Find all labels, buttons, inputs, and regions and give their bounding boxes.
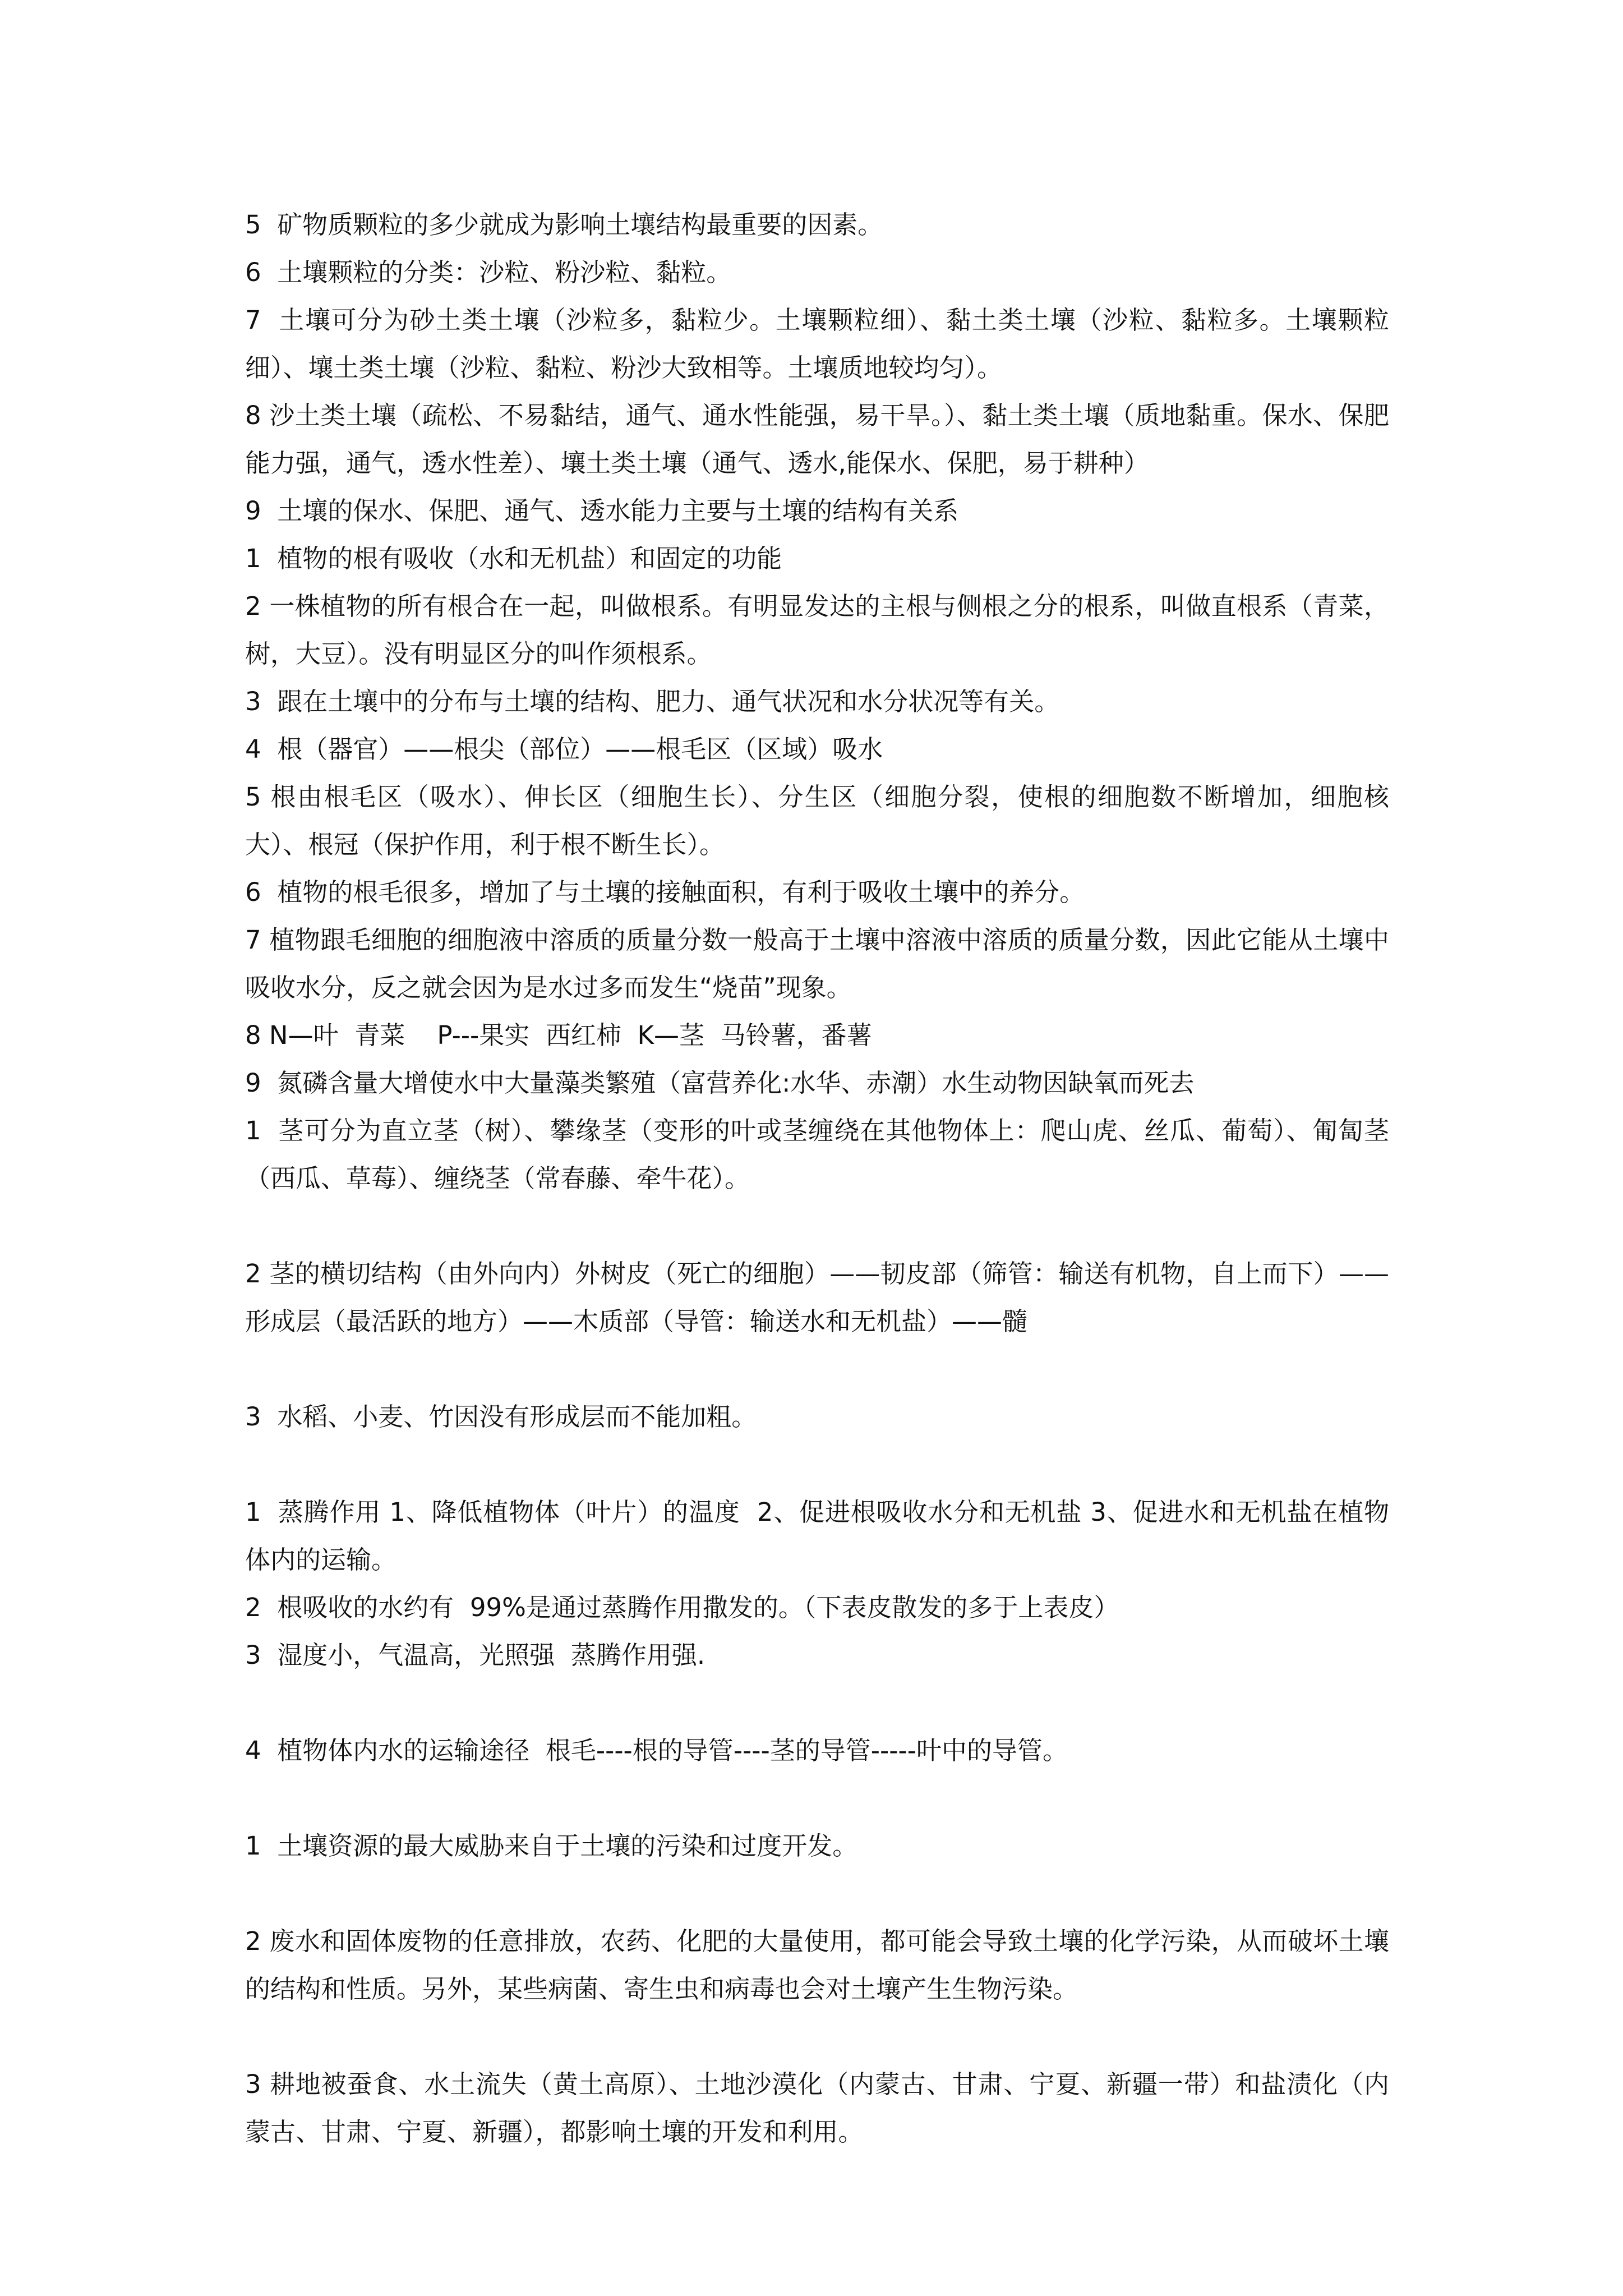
paragraph: 9 氮磷含量大增使水中大量藻类繁殖（富营养化:水华、赤潮）水生动物因缺氧而死去 — [245, 1068, 1195, 1098]
paragraph: 6 植物的根毛很多，增加了与土壤的接触面积，有利于吸收土壤中的养分。 — [245, 877, 1085, 907]
paragraph: 2 茎的横切结构（由外向内）外树皮（死亡的细胞）——韧皮部（筛管：输送有机物，自上而下）——形成层（最活跃的地方）——木质部（导管：输送水和无机盐）——髓 — [245, 1259, 1389, 1336]
paragraph: 5 根由根毛区（吸水）、伸长区（细胞生长）、分生区（细胞分裂，使根的细胞数不断增加，细胞核大）、根冠（保护作用，利于根不断生长）。 — [245, 782, 1389, 859]
paragraph: 6 土壤颗粒的分类：沙粒、粉沙粒、黏粒。 — [245, 257, 732, 287]
blank-line — [245, 1441, 1389, 1488]
paragraph: 2 一株植物的所有根合在一起，叫做根系。有明显发达的主根与侧根之分的根系，叫做直根系（青菜，树，大豆）。没有明显区分的叫作须根系。 — [245, 591, 1389, 669]
paragraph: 3 水稻、小麦、竹因没有形成层而不能加粗。 — [245, 1402, 757, 1432]
paragraph: 1 茎可分为直立茎（树）、攀缘茎（变形的叶或茎缠绕在其他物体上：爬山虎、丝瓜、葡萄）、匍匐茎（西瓜、草莓）、缠绕茎（常春藤、牵牛花）。 — [245, 1116, 1389, 1193]
paragraph: 4 植物体内水的运输途径 根毛----根的导管----茎的导管-----叶中的导管。 — [245, 1736, 1068, 1765]
paragraph: 7 植物跟毛细胞的细胞液中溶质的质量分数一般高于土壤中溶液中溶质的质量分数，因此它能从土壤中吸收水分，反之就会因为是水过多而发生“烧苗”现象。 — [245, 925, 1389, 1002]
blank-line — [245, 1202, 1389, 1250]
blank-line — [245, 1870, 1389, 1917]
paragraph: 3 跟在土壤中的分布与土壤的结构、肥力、通气状况和水分状况等有关。 — [245, 687, 1060, 716]
paragraph: 5 矿物质颗粒的多少就成为影响土壤结构最重要的因素。 — [245, 210, 883, 240]
blank-line — [245, 1774, 1389, 1822]
paragraph: 8 沙土类土壤（疏松、不易黏结，通气、通水性能强，易干旱。）、黏土类土壤（质地黏重。保水、保肥能力强，通气，透水性差）、壤土类土壤（通气、透水,能保水、保肥，易于耕种） — [245, 401, 1389, 478]
paragraph: 8 N—叶 青菜 P---果实 西红柿 K—茎 马铃薯，番薯 — [245, 1020, 872, 1050]
paragraph: 1 蒸腾作用 1、降低植物体（叶片）的温度 2、促进根吸收水分和无机盐 3、促进水和无机盐在植物体内的运输。 — [245, 1497, 1389, 1575]
paragraph: 2 根吸收的水约有 99%是通过蒸腾作用撒发的。（下表皮散发的多于上表皮） — [245, 1593, 1119, 1622]
blank-line — [245, 1345, 1389, 1393]
document-body — [245, 201, 1389, 2156]
paragraph: 3 湿度小，气温高，光照强 蒸腾作用强. — [245, 1640, 706, 1670]
paragraph: 9 土壤的保水、保肥、通气、透水能力主要与土壤的结构有关系 — [245, 496, 959, 526]
paragraph: 3 耕地被蚕食、水土流失（黄土高原）、土地沙漠化（内蒙古、甘肃、宁夏、新疆一带）和盐渍化（内蒙古、甘肃、宁夏、新疆），都影响土壤的开发和利用。 — [245, 2069, 1389, 2147]
paragraph: 2 废水和固体废物的任意排放，农药、化肥的大量使用，都可能会导致土壤的化学污染，从而破坏土壤的结构和性质。另外，某些病菌、寄生虫和病毒也会对土壤产生生物污染。 — [245, 1926, 1389, 2004]
paragraph: 1 植物的根有吸收（水和无机盐）和固定的功能 — [245, 544, 782, 573]
blank-line — [245, 2013, 1389, 2060]
paragraph: 1 土壤资源的最大威胁来自于土壤的污染和过度开发。 — [245, 1831, 858, 1861]
paragraph: 4 根（器官）——根尖（部位）——根毛区（区域）吸水 — [245, 734, 883, 764]
paragraph: 7 土壤可分为砂土类土壤（沙粒多，黏粒少。土壤颗粒细）、黏土类土壤（沙粒、黏粒多。土壤颗粒细）、壤土类土壤（沙粒、黏粒、粉沙大致相等。土壤质地较均匀）。 — [245, 305, 1389, 383]
blank-line — [245, 1679, 1389, 1727]
